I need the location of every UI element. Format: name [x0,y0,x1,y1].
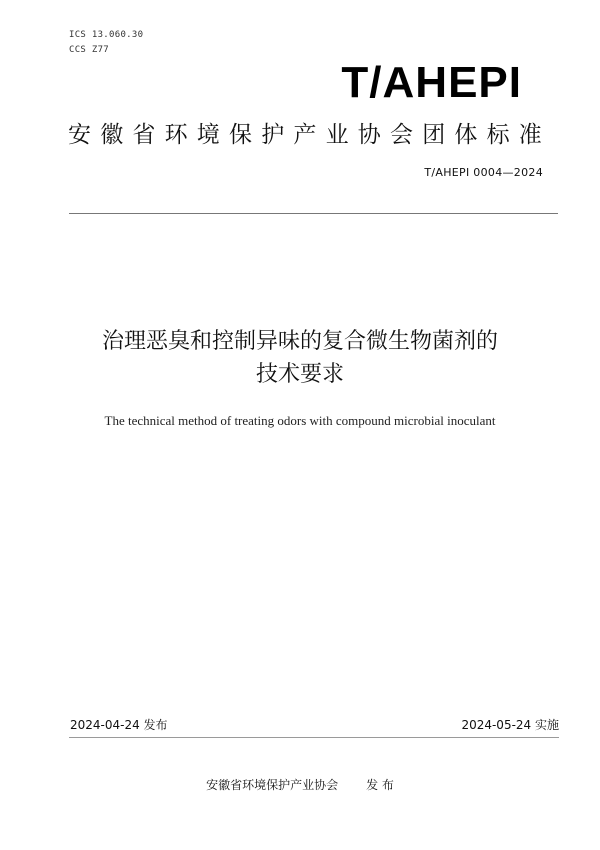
issuer-line [0,776,600,793]
footer-divider [69,737,559,738]
title-line-2: 技术要求 [255,362,344,387]
organization-standard-label: 安徽省环境保护产业协会团体标准 [68,122,551,148]
document-title-english: The technical method of treating odors with compound microbial inoculant [104,413,496,428]
header-divider [69,213,558,214]
ccs-code: CCS Z77 [69,45,110,55]
publish-date: 2024-04-24 发布 [70,718,168,732]
issuer-name: 安徽省环境保护产业协会 [206,778,339,792]
document-title-chinese [0,325,600,391]
standard-logo: T/AHEPI [341,58,522,107]
standard-number: T/AHEPI 0004—2024 [424,166,543,179]
effective-date: 2024-05-24 实施 [461,718,559,732]
ics-code: ICS 13.060.30 [69,30,144,40]
title-line-1: 治理恶臭和控制异味的复合微生物菌剂的 [101,329,498,354]
issue-action: 发 布 [366,778,394,792]
